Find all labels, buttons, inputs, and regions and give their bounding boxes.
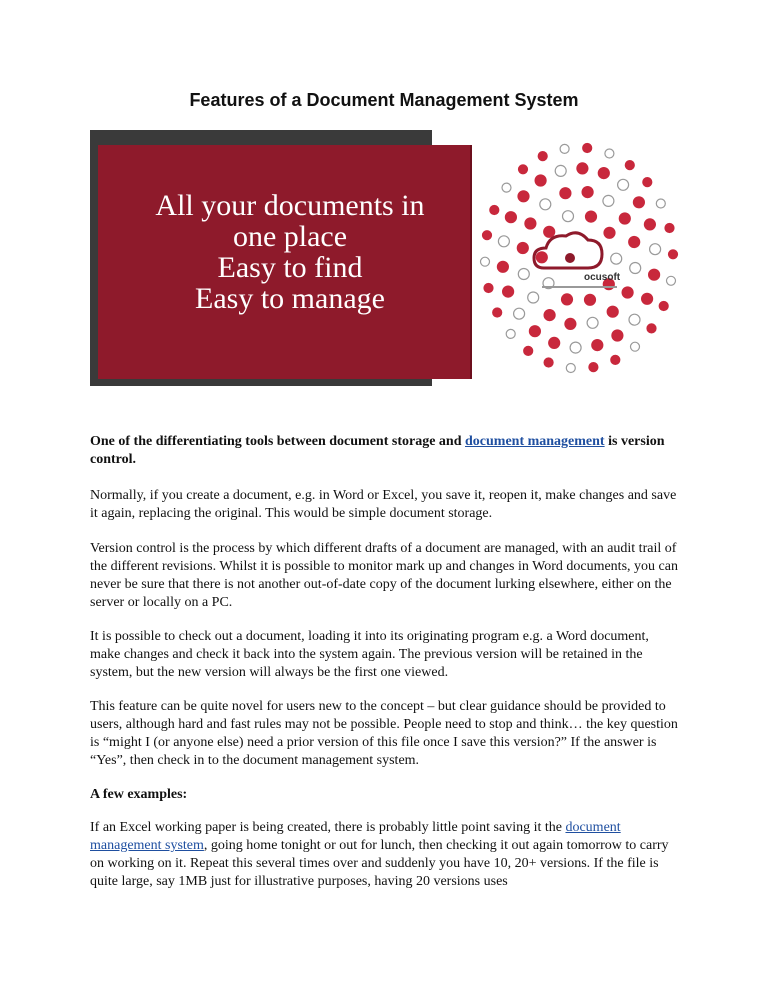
document-type-icon	[656, 199, 665, 208]
document-type-icon	[503, 286, 514, 297]
document-type-icon	[665, 224, 674, 233]
logo-tagline	[542, 286, 617, 288]
document-type-icon	[587, 317, 598, 328]
document-icons-cloud	[472, 130, 687, 386]
document-type-icon	[560, 144, 569, 153]
document-type-icon	[603, 195, 614, 206]
document-type-icon	[618, 179, 629, 190]
last-paragraph	[90, 819, 680, 891]
document-type-icon	[483, 231, 492, 240]
intro-text: One of the differentiating tools between document storage and	[90, 434, 465, 449]
document-type-icon	[540, 199, 551, 210]
document-type-icon	[528, 292, 539, 303]
document-type-icon	[544, 226, 555, 237]
document-type-icon	[667, 276, 676, 285]
document-type-icon	[642, 293, 653, 304]
document-type-icon	[592, 340, 603, 351]
document-type-icon	[607, 306, 618, 317]
document-type-icon	[518, 269, 529, 280]
document-type-icon	[566, 364, 575, 373]
document-type-icon	[563, 211, 574, 222]
document-type-icon	[644, 219, 655, 230]
document-type-icon	[577, 163, 588, 174]
document-type-icon	[589, 363, 598, 372]
document-type-icon	[611, 253, 622, 264]
document-type-icon	[565, 318, 576, 329]
document-type-icon	[493, 308, 502, 317]
document-type-icon	[605, 149, 614, 158]
document-type-icon	[570, 342, 581, 353]
document-type-icon	[498, 236, 509, 247]
document-type-icon	[619, 213, 630, 224]
document-type-icon	[622, 287, 633, 298]
last-paragraph-text: If an Excel working paper is being created, there is probably little point saving it the	[90, 820, 566, 835]
document-type-icon	[490, 206, 499, 215]
document-type-icon	[497, 261, 508, 272]
document-type-icon	[586, 211, 597, 222]
document-type-icon	[612, 330, 623, 341]
document-title: Features of a Document Management System	[189, 90, 579, 110]
document-type-icon	[525, 218, 536, 229]
document-type-icon	[598, 168, 609, 179]
document-type-icon	[514, 308, 525, 319]
document-type-icon	[544, 358, 553, 367]
paragraph: Normally, if you create a document, e.g. in Word or Excel, you save it, reopen it, make changes and save it again, replacing the original. This would be simple document storage.	[90, 488, 677, 521]
document-type-icon	[629, 314, 640, 325]
document-management-link[interactable]: document management	[465, 434, 605, 449]
document-type-icon	[519, 165, 528, 174]
icon-cluster	[481, 144, 678, 373]
paragraph: Version control is the process by which different drafts of a document are managed, with an audit trail of the different revisions. Whilst it is possible to monitor mark up and changes in Word documents, you can never be sure that there is not another out-of-date copy of the document lurking elsewhere, either on the server or locally on a PC.	[90, 541, 678, 610]
document-type-icon	[611, 355, 620, 364]
examples-heading: A few examples:	[90, 787, 188, 802]
document-type-icon	[538, 152, 547, 161]
document-type-icon	[583, 144, 592, 153]
banner-slogan	[120, 190, 460, 314]
document-type-icon	[544, 310, 555, 321]
document-type-icon	[560, 188, 571, 199]
document-type-icon	[555, 165, 566, 176]
document-type-icon	[643, 178, 652, 187]
paragraph: This feature can be quite novel for users new to the concept – but clear guidance should be provided to users, although hard and fast rules may not be possible. People need to stop and think… the key question is “might I (or anyone else) need a prior version of this file once I save this version?” If the answer is “Yes”, then check in to the document management system.	[90, 699, 678, 768]
document-type-icon	[484, 284, 493, 293]
document-type-icon	[669, 250, 678, 259]
document-type-icon	[536, 252, 547, 263]
document-type-icon	[585, 294, 596, 305]
document-type-icon	[502, 183, 511, 192]
document-type-icon	[549, 337, 560, 348]
document-type-icon	[650, 244, 661, 255]
document-type-icon	[517, 243, 528, 254]
document-type-icon	[604, 227, 615, 238]
paragraph: It is possible to check out a document, loading it into its originating program e.g. a Word document, make changes and check it back into the system again. The previous version will be retained in the system, but the new version will always be the first one viewed.	[90, 629, 649, 680]
document-type-icon	[518, 191, 529, 202]
document-type-icon	[535, 175, 546, 186]
document-type-icon	[481, 257, 490, 266]
document-type-icon	[630, 263, 641, 274]
document-type-icon	[625, 161, 634, 170]
last-paragraph-text-end: , going home tonight or out for lunch, then checking it out again tomorrow to carry on working on it. Repeat this several times over and suddenly you have 10, 20+ versions. If the file is quite large, say 1MB just for illustrative purposes, having 20 versions uses	[90, 838, 669, 889]
document-type-icon	[505, 212, 516, 223]
logo-text: ocusoft	[584, 272, 621, 283]
slogan-line: All your documents in	[155, 189, 425, 222]
slogan-line: one place	[232, 220, 348, 253]
slogan-line: Easy to manage	[195, 282, 385, 315]
document-management-system-link[interactable]: document management system	[90, 820, 621, 853]
document-type-icon	[562, 294, 573, 305]
document-type-icon	[582, 187, 593, 198]
document-type-icon	[524, 346, 533, 355]
intro-paragraph	[90, 433, 680, 469]
document-type-icon	[506, 329, 515, 338]
document-type-icon	[529, 326, 540, 337]
slogan-line: Easy to find	[217, 251, 363, 284]
document-type-icon	[647, 324, 656, 333]
document-type-icon	[629, 237, 640, 248]
document-type-icon	[649, 269, 660, 280]
document-type-icon	[659, 302, 668, 311]
intro-text-end: is version control.	[90, 434, 665, 467]
document-type-icon	[631, 342, 640, 351]
document-type-icon	[633, 197, 644, 208]
banner-image	[90, 130, 687, 386]
